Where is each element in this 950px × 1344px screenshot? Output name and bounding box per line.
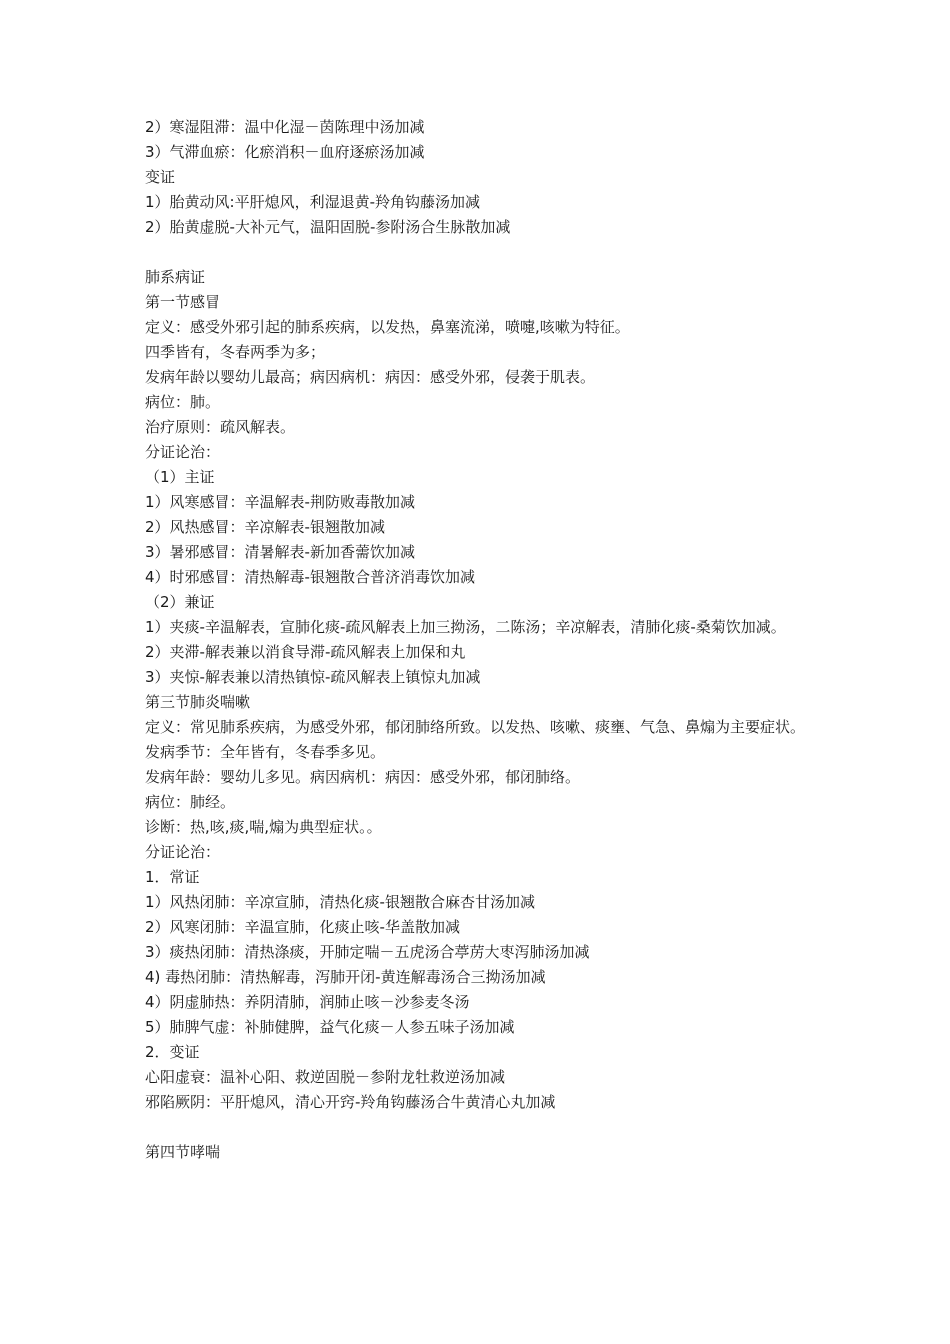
text-line: 1）夹痰-辛温解表，宣肺化痰-疏风解表上加三拗汤，二陈汤；辛凉解表，清肺化痰-桑菊饮加减。 bbox=[145, 618, 786, 636]
text-line: 3）气滞血瘀：化瘀消积－血府逐瘀汤加减 bbox=[145, 143, 425, 161]
text-line: 邪陷厥阴：平肝熄风，清心开窍-羚角钩藤汤合牛黄清心丸加减 bbox=[145, 1093, 556, 1111]
blank-line bbox=[145, 1115, 825, 1140]
text-line: 1）风寒感冒：辛温解表-荆防败毒散加减 bbox=[145, 493, 415, 511]
text-line: 病位：肺。 bbox=[145, 393, 221, 411]
document-body bbox=[145, 115, 825, 1165]
text-line: 心阳虚衰：温补心阳、救逆固脱－参附龙牡救逆汤加减 bbox=[145, 1068, 506, 1086]
text-line: 4）阴虚肺热：养阴清肺，润肺止咳－沙参麦冬汤 bbox=[145, 993, 470, 1011]
section-heading: 第一节感冒 bbox=[145, 293, 221, 311]
text-line: 4）时邪感冒：清热解毒-银翘散合普济消毒饮加减 bbox=[145, 568, 475, 586]
sub-heading: （2）兼证 bbox=[145, 593, 215, 611]
text-line: 分证论治： bbox=[145, 843, 221, 861]
text-line: 定义：感受外邪引起的肺系疾病，以发热，鼻塞流涕，喷嚏,咳嗽为特征。 bbox=[145, 318, 630, 336]
section-label: 变证 bbox=[145, 168, 176, 186]
section-heading: 第三节肺炎喘嗽 bbox=[145, 693, 251, 711]
text-line: 病位：肺经。 bbox=[145, 793, 236, 811]
chapter-heading: 肺系病证 bbox=[145, 268, 206, 286]
text-line: 诊断：热,咳,痰,喘,煽为典型症状。。 bbox=[145, 818, 382, 836]
text-line: 3）暑邪感冒：清暑解表-新加香薷饮加减 bbox=[145, 543, 415, 561]
text-line: 2）胎黄虚脱-大补元气，温阳固脱-参附汤合生脉散加减 bbox=[145, 218, 511, 236]
text-line: 3）痰热闭肺：清热涤痰，开肺定喘－五虎汤合葶苈大枣泻肺汤加减 bbox=[145, 943, 590, 961]
sub-heading: 1．常证 bbox=[145, 868, 200, 886]
sub-heading: 2．变证 bbox=[145, 1043, 200, 1061]
text-line: 2）夹滞-解表兼以消食导滞-疏风解表上加保和丸 bbox=[145, 643, 466, 661]
section-heading: 第四节哮喘 bbox=[145, 1143, 221, 1161]
text-line: 2）风热感冒：辛凉解表-银翘散加减 bbox=[145, 518, 385, 536]
text-line: 治疗原则：疏风解表。 bbox=[145, 418, 296, 436]
text-line: 2）寒湿阻滞：温中化湿－茵陈理中汤加减 bbox=[145, 118, 425, 136]
text-line: 4) 毒热闭肺：清热解毒，泻肺开闭-黄连解毒汤合三拗汤加减 bbox=[145, 968, 546, 986]
text-line: 3）夹惊-解表兼以清热镇惊-疏风解表上镇惊丸加减 bbox=[145, 668, 481, 686]
text-line: 2）风寒闭肺：辛温宣肺，化痰止咳-华盖散加减 bbox=[145, 918, 460, 936]
text-line: 发病年龄：婴幼儿多见。病因病机：病因：感受外邪，郁闭肺络。 bbox=[145, 768, 581, 786]
text-line: 1）风热闭肺：辛凉宣肺，清热化痰-银翘散合麻杏甘汤加减 bbox=[145, 893, 535, 911]
sub-heading: （1）主证 bbox=[145, 468, 215, 486]
text-line: 分证论治： bbox=[145, 443, 221, 461]
text-line: 1）胎黄动风:平肝熄风，利湿退黄-羚角钩藤汤加减 bbox=[145, 193, 481, 211]
text-line: 定义：常见肺系疾病，为感受外邪，郁闭肺络所致。以发热、咳嗽、痰壅、气急、鼻煽为主要症状。 bbox=[145, 718, 806, 736]
text-line: 发病年龄以婴幼儿最高；病因病机：病因：感受外邪，侵袭于肌表。 bbox=[145, 368, 596, 386]
text-line: 5）肺脾气虚：补肺健脾，益气化痰－人参五味子汤加减 bbox=[145, 1018, 515, 1036]
text-line: 发病季节：全年皆有，冬春季多见。 bbox=[145, 743, 386, 761]
blank-line bbox=[145, 240, 825, 265]
text-line: 四季皆有，冬春两季为多； bbox=[145, 343, 326, 361]
